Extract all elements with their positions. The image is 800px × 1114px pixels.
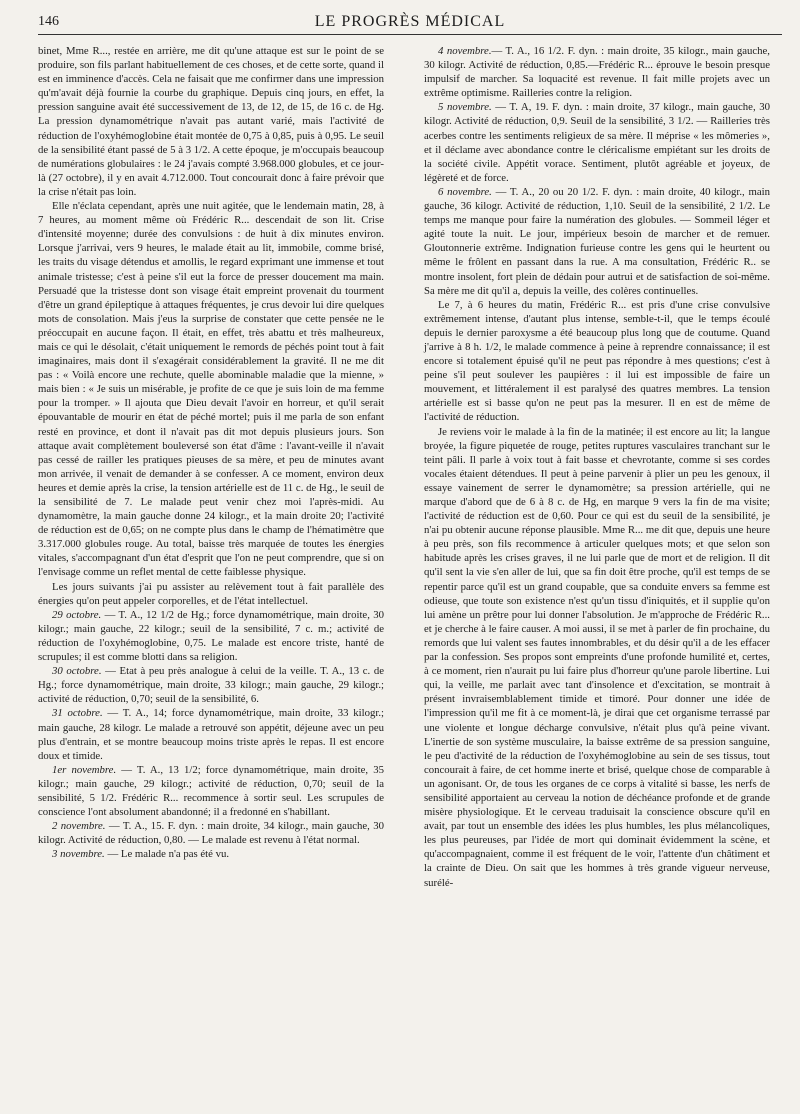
dated-entry: 30 octobre. — Etat à peu près analogue à celui de la veille. T. A., 13 c. de Hg.; force dynamométrique, main droite, 33 kilogr.; main gauche, 29 kilogr.; activité de réduction, 0,70; seuil de la sensibilité, 6. [38,665,384,706]
dated-entry: 3 novembre. — Le malade n'a pas été vu. [52,848,230,861]
dated-entry: 31 octobre. — T. A., 14; force dynamométrique, main droite, 33 kilogr.; main gauche, 28 kilogr. Le malade a retrouvé son appétit, déjeune avec un peu plus d'entrain, et se montre beaucoup moins triste après le repas. Il est encore doux et timide. [38,707,384,762]
paragraph: binet, Mme R..., restée en arrière, me dit qu'une attaque est sur le point de se produire, son fils parlant habituellement de ces choses, et de cette sorte, quand il est en imminence d'accès. Cela ne faisait que me confirmer dans une impression qu'm'avait déjà fournie la courbe du graphique. Depuis cinq jours, en effet, la pression sanguine avait été successivement de 13, de 12, de 15, de 16 c. de Hg. La pression dynamométrique n'avait pas autant varié, mais l'activité de réduction de l'oxyhémoglobine était montée de 0,75 à 0,85, puis à 0,95. Le seuil de la sensibilité étant passé de 5 à 3 1/2. A cette époque, je m'occupais beaucoup de numérations globulaires : le 24 j'avais compté 3.968.000 globules, et ce jour-là (27 octobre), il y en avait 4.712.000. Tout concourait donc à faire prévoir que la crise n'était pas loin. [38,45,384,198]
page-header [38,8,782,35]
paragraph: Je reviens voir le malade à la fin de la matinée; il est encore au lit; la langue broyée, la figure piquetée de rouge, petites ruptures vasculaires tranchant sur le teint pâli. Il parle à voix tout à fait basse et chevrotante, comme si ses cordes vocales étaient détendues. Il peut à peine parvenir à plier un peu les genoux, il essaye vainement de serrer le dynamomètre; sa pression artérielle, qui ne marque d'abord que de 6 à 8 c. de Hg, en marque 9 vers la fin de ma visite; l'activité de réduction est de 0,60. Pour ce qui est du seuil de la sensibilité, je n'ai pu obtenir aucune réponse plausible. Mme R... me dit que, depuis une heure à peu près, son fils recommence à articuler quelques mots; et que selon son habitude après les crises graves, il ne lui parle que de mort et de religion. Il dit qu'il sent la vie s'en aller de lui, que sa fin doit être proche, qu'il est temps de se repentir parce qu'il est un grand coupable, que sa conduite envers sa femme est odieuse, que toute son existence n'est qu'un tissu d'iniquités, et il supplie qu'on lui amène un prêtre pour lui donner l'absolution. Je m'approche de Frédéric R... et je cherche à le faire causer. A moi aussi, il se met à parler de fin prochaine, du remords que lui valent ses fautes innombrables, et du désir qu'il a de les effacer par la confession. Ses propos sont empreints d'une profonde humilité et, certes, à ce moment, rien n'aurait pu lui faire plus d'horreur qu'une parole libertine. Lui qui, la veille, me parlait avec tant d'insolence et d'excitation, se montrait à présent invraisemblablement timide et timoré. Pour donner une idée de l'impression qu'il me fit à ce moment-là, je dirai que cet organisme terrassé par une violente et longue décharge convulsive, n'était plus qu'à peine vivant. L'inertie de son système musculaire, la baisse extrême de sa pression sanguine, le peu d'activité de la réduction de l'oxyhémoglobine au sein de ses tissus, tout concourait à faire, de cet homme inerte et brisé, quelque chose de comparable à un agonisant. Or, de tous les organes de ce corps à vitalité si basse, les nerfs de sensibilité apportaient au cerveau la notion de déchéance profonde et de grande misère physiologique. Et le cerveau traduisait la conscience obscure qu'il en avait, par tout un ensemble des idées les plus humbles, les plus mélancoliques, les plus peureuses, par l'idée de mort qui dominait évidemment la scène, et qu'accompagnaient, comme il est fréquent de le voir, l'attente d'un châtiment et la crainte de Dieu. On sait que les hommes à très grande vigueur nerveuse, surélé- [424,425,770,889]
dated-entry: 2 novembre. — T. A., 15. F. dyn. : main droite, 34 kilogr., main gauche, 30 kilogr. Activité de réduction, 0,80. — Le malade est revenu à l'état normal. [38,820,384,847]
dated-entry: 5 novembre. — T. A, 19. F. dyn. : main droite, 37 kilogr., main gauche, 30 kilogr. Activité de réduction, 0,9. Seuil de la sensibilité, 3 1/2. — Railleries très acerbes contre les sentiments religieux de sa mère. Il méprise « les mômeries », et il déclame avec abondance contre le cléricalisme empiétant sur les droits de la société civile. Appétit vorace. Sentiment, plutôt agréable et joyeux, de légèreté et de force. [424,101,770,184]
entry-date: 29 octobre. [52,608,102,621]
right-column [424,44,770,890]
paragraph: Le 7, à 6 heures du matin, Frédéric R... est pris d'une crise convulsive extrêmement intense, d'autant plus intense, semble-t-il, que le temps écoulé depuis le dernier paroxysme a été beaucoup plus long que de coutume. Quand j'arrive à 8 h. 1/2, le malade commence à peine à reprendre connaissance; il est encore si totalement épuisé qu'il ne peut pas répondre à mes questions; c'est à peine s'il peut soulever les paupières : il lui est impossible de faire un mouvement, et littéralement il est paralysé des quatres membres. La tension artérielle est si basse qu'on ne peut pas la mesurer. Il en est de même de l'activité de réduction. [424,298,770,424]
dated-entry: 1er novembre. — T. A., 13 1/2; force dynamométrique, main droite, 35 kilogr.; main gauche, 29 kilogr.; activité de réduction, 0,70; seuil de la sensibilité, 5 1/2. Frédéric R... recommence à sortir seul. Les scrupules de conscience l'ont absolument abandonné; il a fredonné en s'habillant. [38,763,384,819]
entry-date: 31 octobre. [52,707,103,720]
dated-entry: 29 octobre. — T. A., 12 1/2 de Hg.; force dynamométrique, main droite, 30 kilogr.; main gauche, 22 kilogr.; seuil de la sensibilité, 7 c. m.; activité de réduction de l'oxyhémoglobine, 0,75. Le malade est encore triste, hanté de scrupules; il est comme blotti dans sa religion. [38,608,384,664]
left-column [38,44,384,861]
entry-date: 6 novembre. [438,185,492,198]
entry-date: 2 novembre. [52,820,106,833]
entry-date: 30 octobre. [52,665,102,678]
page-number: 146 [38,14,59,29]
paragraph: Elle n'éclata cependant, après une nuit agitée, que le lendemain matin, 28, à 7 heures, au moment même où Frédéric R... descendait de son lit. Crise d'intensité moyenne; durée des convulsions : de huit à dix minutes environ. Lorsque j'arrivai, vers 9 heures, le malade était au lit, immobile, comme brisé, les traits du visage détendus et amollis, le regard exprimant une immense et tout animale tristesse; c'est à peine s'il eut la force de presser doucement ma main. Persuadé que la tristesse dont son visage était empreint provenait du tourment d'être un grand épileptique à attaques fréquentes, je crus devoir lui dire quelques mots de consolation. Mais j'eus la surprise de constater que cette pensée ne le préoccupait en aucune façon. Il était, en effet, très abattu et très malheureux, mais ce qui le désolait, c'était uniquement le remords de péchés point tout à fait imaginaires, mais dont il s'exagérait considérablement la gravité. Il ne me dit pas : « Voilà encore une rechute, quelle abominable maladie que la mienne, » mais bien : « Je suis un misérable, je profite de ce que je suis loin de ma femme pour la tromper. » Il ajouta que Dieu devait l'avoir en horreur, et qu'il serait épouvantable de mourir en état de péché mortel; puis il me parla de son enfant resté en province, et dont il n'avait pas dit mot depuis plusieurs jours. Son attaque avait complètement bouleversé son état d'âme : l'avant-veille il n'avait pas cessé de railler les pratiques pieuses de sa mère, et peu de minutes avant mon arrivée, il venait de demander à se confesser. A ce moment, environ deux heures et demie après la crise, la tension artérielle est de 11 c. de Hg., le seuil de la sensibilité de 7. Le malade peut venir chez moi l'après-midi. Au dynamomètre, la main gauche donne 24 kilogr., et la main droite 20; l'activité de réduction est de 0,65; on ne compte plus dans le champ de l'hématimètre que 3.317.000 globules rouge. Au total, baisse très marquée de toutes les énergies vitales, s'accompagnant d'un état d'esprit que l'on ne peut comprendre, que si on l'envisage comme un reflet mental de cette faiblesse physique. [38,200,384,579]
journal-title: LE PROGRÈS MÉDICAL [314,13,506,30]
entry-date: 1er novembre. [52,763,117,776]
entry-date: 4 novembre. [438,45,492,57]
entry-date: 5 novembre. [438,101,492,114]
entry-date: 3 novembre. [52,848,105,861]
dated-entry: 4 novembre.— T. A., 16 1/2. F. dyn. : main droite, 35 kilogr., main gauche, 30 kilogr. Activité de réduction, 0,85.—Frédéric R... éprouve le besoin presque impulsif de marcher. Sa loquacité est revenue. Il fait mille projets avec un extrême optimisme. Railleries contre la religion. [424,45,770,100]
paragraph: Les jours suivants j'ai pu assister au relèvement tout à fait parallèle des énergies qu'on peut appeler corporelles, et de l'état intellectuel. [38,580,384,607]
dated-entry: 6 novembre. — T. A., 20 ou 20 1/2. F. dyn. : main droite, 40 kilogr., main gauche, 36 kilogr. Activité de réduction, 1,10. Seuil de la sensibilité, 2 1/2. Le temps me manque pour faire la numération des globules. — Sommeil léger et agité toute la nuit. Le jour, impérieux besoin de marcher et de remuer. Gloutonnerie extrême. Indignation furieuse contre les gens qui le heurtent ou même le frôlent en passant dans la rue. A ma consultation, Frédéric R.. se montre insolent, fort plein de dédain pour autrui et de satisfaction de soi-même. Sa mère me dit qu'il a, depuis la veille, des colères continuelles. [424,185,770,297]
